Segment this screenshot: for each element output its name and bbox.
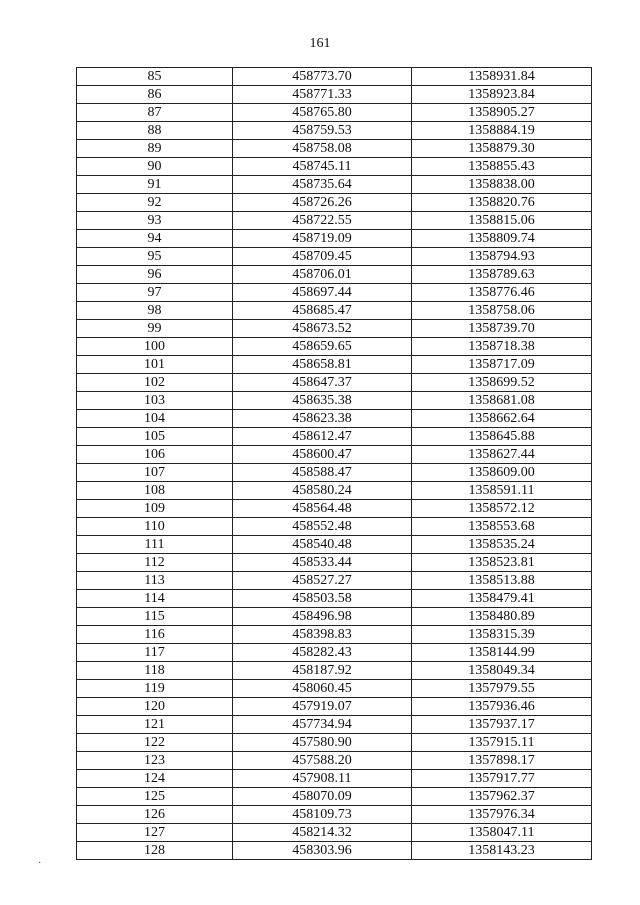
x-coordinate-cell: 457580.90 <box>233 734 412 752</box>
y-coordinate-cell: 1358717.09 <box>412 356 592 374</box>
point-number-cell: 105 <box>77 428 233 446</box>
point-number-cell: 123 <box>77 752 233 770</box>
point-number-cell: 100 <box>77 338 233 356</box>
x-coordinate-cell: 458600.47 <box>233 446 412 464</box>
x-coordinate-cell: 458719.09 <box>233 230 412 248</box>
table-row <box>77 752 592 770</box>
scan-speck: · <box>412 855 416 866</box>
table-row <box>77 680 592 698</box>
y-coordinate-cell: 1357976.34 <box>412 806 592 824</box>
table-row <box>77 140 592 158</box>
y-coordinate-cell: 1358535.24 <box>412 536 592 554</box>
x-coordinate-cell: 458303.96 <box>233 842 412 860</box>
y-coordinate-cell: 1358855.43 <box>412 158 592 176</box>
point-number-cell: 102 <box>77 374 233 392</box>
y-coordinate-cell: 1358681.08 <box>412 392 592 410</box>
table-row <box>77 104 592 122</box>
y-coordinate-cell: 1358627.44 <box>412 446 592 464</box>
x-coordinate-cell: 458533.44 <box>233 554 412 572</box>
point-number-cell: 98 <box>77 302 233 320</box>
table-row <box>77 536 592 554</box>
table-row <box>77 248 592 266</box>
point-number-cell: 124 <box>77 770 233 788</box>
y-coordinate-cell: 1357915.11 <box>412 734 592 752</box>
table-row <box>77 230 592 248</box>
x-coordinate-cell: 458623.38 <box>233 410 412 428</box>
x-coordinate-cell: 458673.52 <box>233 320 412 338</box>
x-coordinate-cell: 457919.07 <box>233 698 412 716</box>
x-coordinate-cell: 458527.27 <box>233 572 412 590</box>
y-coordinate-cell: 1357962.37 <box>412 788 592 806</box>
y-coordinate-cell: 1358480.89 <box>412 608 592 626</box>
y-coordinate-cell: 1358479.41 <box>412 590 592 608</box>
x-coordinate-cell: 458109.73 <box>233 806 412 824</box>
x-coordinate-cell: 458647.37 <box>233 374 412 392</box>
x-coordinate-cell: 458503.58 <box>233 590 412 608</box>
x-coordinate-cell: 458685.47 <box>233 302 412 320</box>
table-row <box>77 842 592 860</box>
x-coordinate-cell: 457908.11 <box>233 770 412 788</box>
point-number-cell: 101 <box>77 356 233 374</box>
y-coordinate-cell: 1358699.52 <box>412 374 592 392</box>
y-coordinate-cell: 1358662.64 <box>412 410 592 428</box>
point-number-cell: 118 <box>77 662 233 680</box>
table-row <box>77 158 592 176</box>
table-row <box>77 356 592 374</box>
x-coordinate-cell: 458765.80 <box>233 104 412 122</box>
y-coordinate-cell: 1358884.19 <box>412 122 592 140</box>
point-number-cell: 115 <box>77 608 233 626</box>
table-row <box>77 176 592 194</box>
x-coordinate-cell: 458612.47 <box>233 428 412 446</box>
x-coordinate-cell: 458773.70 <box>233 68 412 86</box>
point-number-cell: 117 <box>77 644 233 662</box>
y-coordinate-cell: 1358143.23 <box>412 842 592 860</box>
table-row <box>77 86 592 104</box>
table-row <box>77 500 592 518</box>
table-row <box>77 410 592 428</box>
point-number-cell: 108 <box>77 482 233 500</box>
point-number-cell: 90 <box>77 158 233 176</box>
point-number-cell: 111 <box>77 536 233 554</box>
table-row <box>77 338 592 356</box>
y-coordinate-cell: 1358820.76 <box>412 194 592 212</box>
point-number-cell: 125 <box>77 788 233 806</box>
point-number-cell: 107 <box>77 464 233 482</box>
y-coordinate-cell: 1358047.11 <box>412 824 592 842</box>
y-coordinate-cell: 1357937.17 <box>412 716 592 734</box>
x-coordinate-cell: 457588.20 <box>233 752 412 770</box>
y-coordinate-cell: 1358789.63 <box>412 266 592 284</box>
x-coordinate-cell: 458588.47 <box>233 464 412 482</box>
table-row <box>77 788 592 806</box>
point-number-cell: 126 <box>77 806 233 824</box>
table-row <box>77 68 592 86</box>
y-coordinate-cell: 1358572.12 <box>412 500 592 518</box>
point-number-cell: 119 <box>77 680 233 698</box>
y-coordinate-cell: 1358815.06 <box>412 212 592 230</box>
table-row <box>77 284 592 302</box>
point-number-cell: 104 <box>77 410 233 428</box>
y-coordinate-cell: 1358739.70 <box>412 320 592 338</box>
x-coordinate-cell: 458726.26 <box>233 194 412 212</box>
table-row <box>77 464 592 482</box>
table-row <box>77 554 592 572</box>
table-row <box>77 392 592 410</box>
y-coordinate-cell: 1358315.39 <box>412 626 592 644</box>
y-coordinate-cell: 1357979.55 <box>412 680 592 698</box>
table-row <box>77 806 592 824</box>
y-coordinate-cell: 1357936.46 <box>412 698 592 716</box>
x-coordinate-cell: 458722.55 <box>233 212 412 230</box>
table-row <box>77 194 592 212</box>
point-number-cell: 112 <box>77 554 233 572</box>
table-row <box>77 320 592 338</box>
point-number-cell: 87 <box>77 104 233 122</box>
x-coordinate-cell: 458697.44 <box>233 284 412 302</box>
x-coordinate-cell: 458745.11 <box>233 158 412 176</box>
x-coordinate-cell: 458540.48 <box>233 536 412 554</box>
point-number-cell: 99 <box>77 320 233 338</box>
point-number-cell: 96 <box>77 266 233 284</box>
table-row <box>77 212 592 230</box>
table-row <box>77 734 592 752</box>
x-coordinate-cell: 458735.64 <box>233 176 412 194</box>
point-number-cell: 103 <box>77 392 233 410</box>
x-coordinate-cell: 458282.43 <box>233 644 412 662</box>
y-coordinate-cell: 1358645.88 <box>412 428 592 446</box>
point-number-cell: 114 <box>77 590 233 608</box>
point-number-cell: 109 <box>77 500 233 518</box>
table-row <box>77 824 592 842</box>
y-coordinate-cell: 1358923.84 <box>412 86 592 104</box>
point-number-cell: 85 <box>77 68 233 86</box>
x-coordinate-cell: 458070.09 <box>233 788 412 806</box>
x-coordinate-cell: 458060.45 <box>233 680 412 698</box>
x-coordinate-cell: 458771.33 <box>233 86 412 104</box>
x-coordinate-cell: 458496.98 <box>233 608 412 626</box>
y-coordinate-cell: 1358591.11 <box>412 482 592 500</box>
y-coordinate-cell: 1357917.77 <box>412 770 592 788</box>
point-number-cell: 97 <box>77 284 233 302</box>
point-number-cell: 95 <box>77 248 233 266</box>
point-number-cell: 113 <box>77 572 233 590</box>
y-coordinate-cell: 1358049.34 <box>412 662 592 680</box>
table-row <box>77 626 592 644</box>
point-number-cell: 94 <box>77 230 233 248</box>
table-row <box>77 374 592 392</box>
table-row <box>77 446 592 464</box>
point-number-cell: 91 <box>77 176 233 194</box>
x-coordinate-cell: 458709.45 <box>233 248 412 266</box>
table-row <box>77 122 592 140</box>
table-row <box>77 698 592 716</box>
point-number-cell: 86 <box>77 86 233 104</box>
point-number-cell: 127 <box>77 824 233 842</box>
point-number-cell: 106 <box>77 446 233 464</box>
point-number-cell: 93 <box>77 212 233 230</box>
point-number-cell: 89 <box>77 140 233 158</box>
table-row <box>77 644 592 662</box>
x-coordinate-cell: 458580.24 <box>233 482 412 500</box>
y-coordinate-cell: 1358144.99 <box>412 644 592 662</box>
y-coordinate-cell: 1358809.74 <box>412 230 592 248</box>
y-coordinate-cell: 1358838.00 <box>412 176 592 194</box>
y-coordinate-cell: 1358879.30 <box>412 140 592 158</box>
point-number-cell: 121 <box>77 716 233 734</box>
table-row <box>77 302 592 320</box>
y-coordinate-cell: 1358718.38 <box>412 338 592 356</box>
y-coordinate-cell: 1357898.17 <box>412 752 592 770</box>
y-coordinate-cell: 1358513.88 <box>412 572 592 590</box>
x-coordinate-cell: 458758.08 <box>233 140 412 158</box>
table-row <box>77 428 592 446</box>
y-coordinate-cell: 1358794.93 <box>412 248 592 266</box>
y-coordinate-cell: 1358553.68 <box>412 518 592 536</box>
x-coordinate-cell: 458564.48 <box>233 500 412 518</box>
x-coordinate-cell: 458552.48 <box>233 518 412 536</box>
scan-speck: · <box>38 858 42 869</box>
x-coordinate-cell: 458635.38 <box>233 392 412 410</box>
table-row <box>77 662 592 680</box>
x-coordinate-cell: 458187.92 <box>233 662 412 680</box>
table-row <box>77 482 592 500</box>
point-number-cell: 122 <box>77 734 233 752</box>
y-coordinate-cell: 1358758.06 <box>412 302 592 320</box>
coordinate-table <box>76 67 592 860</box>
x-coordinate-cell: 458658.81 <box>233 356 412 374</box>
table-row <box>77 770 592 788</box>
coordinate-table-body <box>77 68 592 860</box>
y-coordinate-cell: 1358931.84 <box>412 68 592 86</box>
table-row <box>77 572 592 590</box>
point-number-cell: 92 <box>77 194 233 212</box>
y-coordinate-cell: 1358523.81 <box>412 554 592 572</box>
table-row <box>77 716 592 734</box>
x-coordinate-cell: 458759.53 <box>233 122 412 140</box>
point-number-cell: 128 <box>77 842 233 860</box>
y-coordinate-cell: 1358609.00 <box>412 464 592 482</box>
y-coordinate-cell: 1358905.27 <box>412 104 592 122</box>
table-row <box>77 608 592 626</box>
table-row <box>77 266 592 284</box>
point-number-cell: 116 <box>77 626 233 644</box>
point-number-cell: 88 <box>77 122 233 140</box>
x-coordinate-cell: 458398.83 <box>233 626 412 644</box>
point-number-cell: 120 <box>77 698 233 716</box>
page-number: 161 <box>309 36 331 51</box>
table-row <box>77 518 592 536</box>
x-coordinate-cell: 458659.65 <box>233 338 412 356</box>
point-number-cell: 110 <box>77 518 233 536</box>
table-row <box>77 590 592 608</box>
x-coordinate-cell: 457734.94 <box>233 716 412 734</box>
x-coordinate-cell: 458706.01 <box>233 266 412 284</box>
y-coordinate-cell: 1358776.46 <box>412 284 592 302</box>
x-coordinate-cell: 458214.32 <box>233 824 412 842</box>
